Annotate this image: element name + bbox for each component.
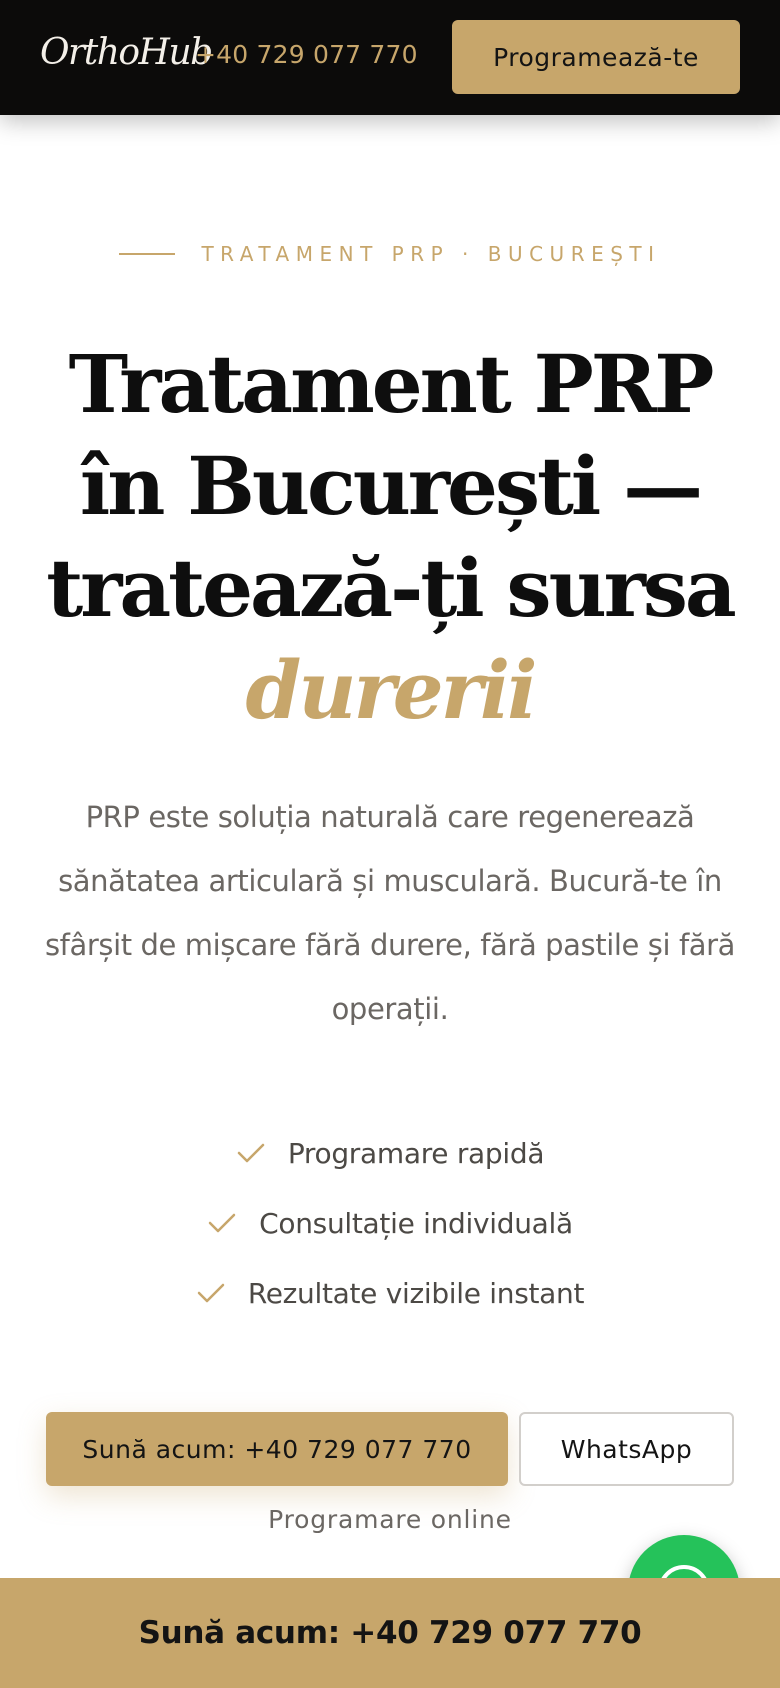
check-icon (207, 1211, 237, 1235)
hero-title (20, 333, 760, 741)
whatsapp-button[interactable]: WhatsApp (519, 1412, 734, 1486)
hero-title-accent: durerii (245, 643, 535, 737)
online-booking-link[interactable]: Programare online (268, 1505, 512, 1534)
feature-label: Programare rapidă (287, 1136, 545, 1170)
site-header (0, 0, 780, 115)
eyebrow-divider (119, 253, 175, 255)
feature-item (0, 1188, 780, 1258)
hero-title-line: Tratament PRP (68, 337, 712, 431)
hero-eyebrow (0, 242, 780, 266)
logo[interactable]: OrthoHub (40, 32, 212, 73)
feature-item (0, 1118, 780, 1188)
hero-title-line: tratează-ți sursa (46, 541, 734, 635)
book-appointment-button[interactable]: Programează-te (452, 20, 740, 94)
eyebrow-text: TRATAMENT PRP · BUCUREȘTI (201, 242, 661, 266)
feature-label: Rezultate vizibile instant (247, 1276, 585, 1310)
hero-description: PRP este soluția naturală care regenerează sănătatea articulară și musculară. Bucură-te în sfârșit de mișcare fără durere, fără pastile și fără operații. (44, 800, 736, 1026)
hero-title-line: în București — (79, 439, 701, 533)
check-icon (236, 1141, 266, 1165)
call-now-button[interactable]: Sună acum: +40 729 077 770 (46, 1412, 508, 1486)
feature-list (0, 1118, 780, 1328)
sticky-call-label: Sună acum: +40 729 077 770 (138, 1615, 642, 1651)
cta-row (46, 1412, 734, 1486)
check-icon (196, 1281, 226, 1305)
feature-item (0, 1258, 780, 1328)
header-phone-link[interactable]: +40 729 077 770 (195, 40, 418, 69)
feature-label: Consultație individuală (259, 1206, 573, 1240)
sticky-call-bar[interactable] (0, 1578, 780, 1688)
